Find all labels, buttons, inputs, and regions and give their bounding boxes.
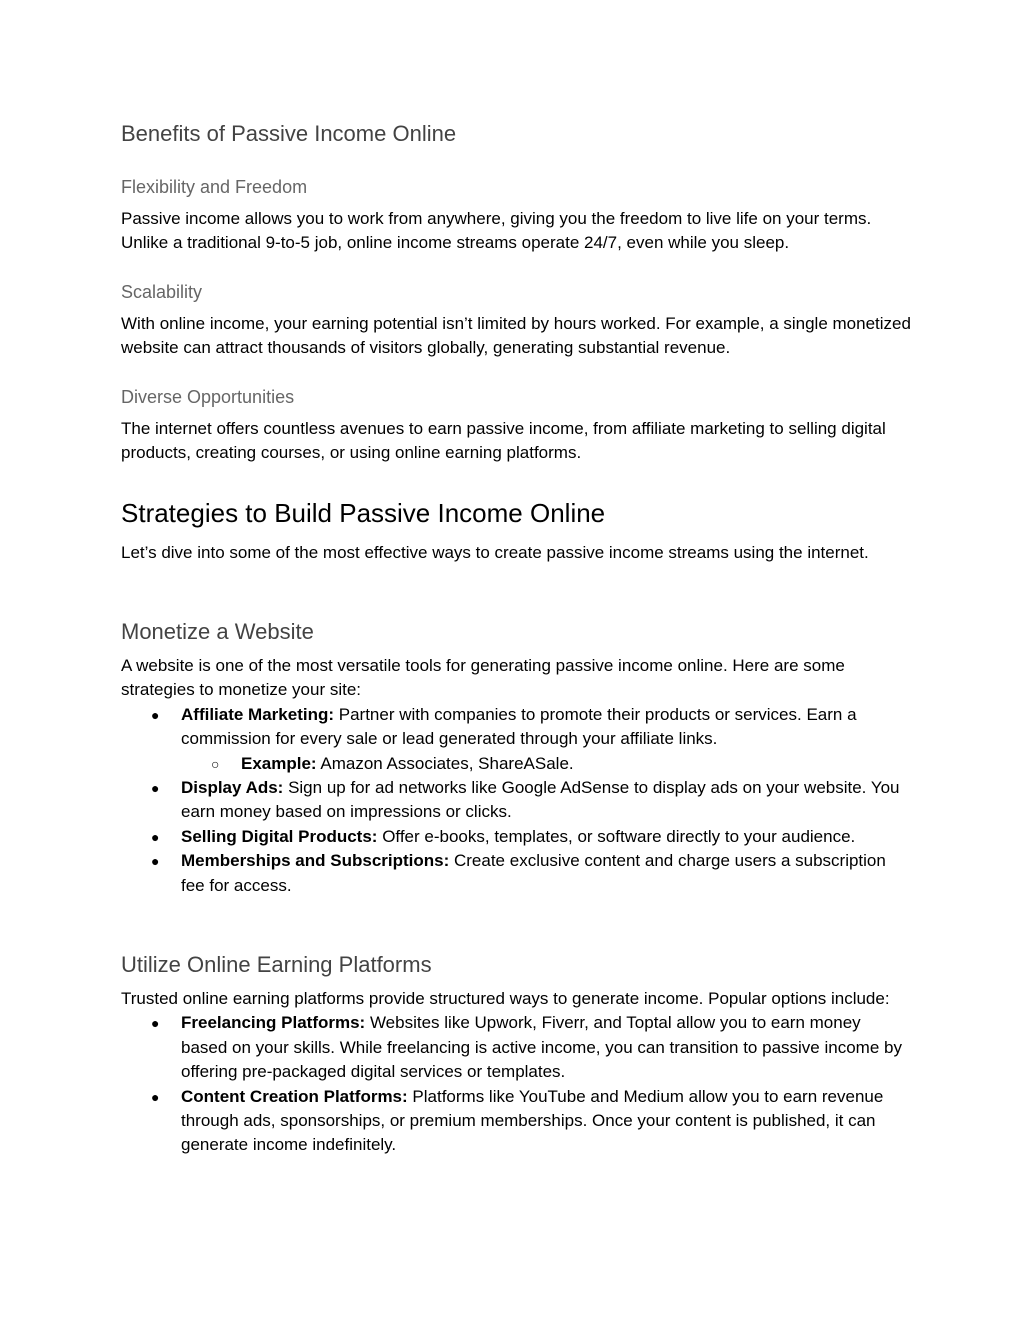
list-item [121,703,911,776]
item-text: Websites like Upwork, Fiverr, and Toptal allow you to earn money based on your skills. While freelancing is active income, you can transition to passive income by offering pre-packaged digital services or templates. [181,1013,902,1082]
flexibility-paragraph: Passive income allows you to work from anywhere, giving you the freedom to live life on your terms. Unlike a traditional 9-to-5 job, online income streams operate 24/7, even while you sleep. [121,209,872,253]
scalability-paragraph: With online income, your earning potential isn’t limited by hours worked. For example, a single monetized website can attract thousands of visitors globally, generating substantial revenue. [121,314,911,358]
platforms-section [121,987,911,1158]
bullet-icon: ● [151,1088,160,1105]
list-item [121,776,911,825]
bullet-icon: ● [151,828,160,845]
diverse-opportunities-heading: Diverse Opportunities [121,387,295,407]
monetize-section [121,654,911,898]
item-text: Create exclusive content and charge users a subscription fee for access. [181,851,886,895]
list-item [121,1011,911,1084]
item-text: Offer e-books, templates, or software directly to your audience. [377,826,856,846]
list-item [121,849,911,898]
item-label: Content Creation Platforms: [181,1086,408,1106]
list-item [121,1085,911,1158]
monetize-intro: A website is one of the most versatile tools for generating passive income online. Here are some strategies to monetize your site: [121,656,845,700]
item-label: Selling Digital Products: [181,826,378,846]
flexibility-heading: Flexibility and Freedom [121,177,308,197]
bullet-icon: ● [151,706,160,723]
benefits-heading: Benefits of Passive Income Online [121,121,457,146]
item-label: Display Ads: [181,778,284,798]
sub-item-text: Amazon Associates, ShareASale. [316,753,574,773]
diverse-opportunities-paragraph: The internet offers countless avenues to earn passive income, from affiliate marketing to selling digital products, creating courses, or using online earning platforms. [121,419,886,463]
sub-list-item [181,752,911,776]
item-label: Memberships and Subscriptions: [181,851,450,871]
item-text: Partner with companies to promote their products or services. Earn a commission for every sale or lead generated through your affiliate links. [181,704,857,749]
bullet-icon: ● [151,1015,160,1032]
item-text: Sign up for ad networks like Google AdSense to display ads on your website. You earn money based on impressions or clicks. [181,778,900,822]
bullet-icon: ● [151,780,160,797]
sub-list [181,752,911,776]
strategies-heading: Strategies to Build Passive Income Online [121,498,606,528]
hollow-bullet-icon: ○ [211,755,220,772]
scalability-heading: Scalability [121,282,203,302]
item-label: Freelancing Platforms: [181,1013,366,1033]
platforms-intro: Trusted online earning platforms provide structured ways to generate income. Popular options include: [121,989,890,1008]
item-label: Affiliate Marketing: [181,704,335,724]
item-text: Platforms like YouTube and Medium allow you to earn revenue through ads, sponsorships, or premium memberships. Once your content is published, it can generate income indefinitely. [181,1086,884,1155]
strategies-intro: Let’s dive into some of the most effective ways to create passive income streams using the internet. [121,543,869,562]
platforms-list [121,1011,911,1157]
bullet-icon: ● [151,853,160,870]
platforms-heading: Utilize Online Earning Platforms [121,952,432,977]
list-item [121,825,911,849]
monetize-heading: Monetize a Website [121,619,314,644]
sub-item-label: Example: [241,753,317,773]
monetize-list [121,703,911,898]
